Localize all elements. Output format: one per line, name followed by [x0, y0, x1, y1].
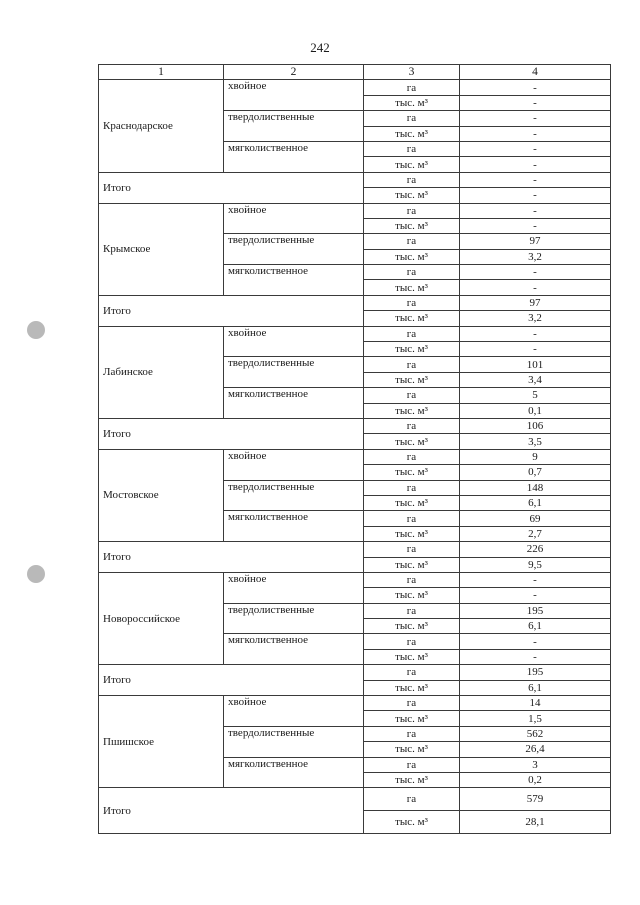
total-value-cell: 9,5 — [460, 557, 611, 572]
region-name: Краснодарское — [99, 80, 224, 172]
unit-cell: га — [364, 449, 460, 464]
unit-cell: тыс. м³ — [364, 526, 460, 541]
unit-cell: га — [364, 141, 460, 156]
unit-cell: тыс. м³ — [364, 588, 460, 603]
value-cell: 0,7 — [460, 465, 611, 480]
total-value-cell: - — [460, 188, 611, 203]
value-cell: - — [460, 326, 611, 341]
value-cell: - — [460, 572, 611, 587]
species-name: хвойное — [224, 449, 364, 480]
value-cell: - — [460, 649, 611, 664]
unit-cell: тыс. м³ — [364, 649, 460, 664]
total-value-cell: 97 — [460, 295, 611, 310]
region-name: Лабинское — [99, 326, 224, 418]
value-cell: 195 — [460, 603, 611, 618]
unit-cell: га — [364, 696, 460, 711]
value-cell: 3,4 — [460, 372, 611, 387]
species-name: мягколиственное — [224, 141, 364, 172]
forest-fund-table — [98, 64, 611, 834]
unit-cell: га — [364, 788, 460, 811]
unit-cell: тыс. м³ — [364, 249, 460, 264]
total-label: Итого — [99, 788, 364, 834]
unit-cell: га — [364, 572, 460, 587]
unit-cell: га — [364, 418, 460, 433]
table-row — [99, 449, 611, 464]
species-name: мягколиственное — [224, 265, 364, 296]
total-row — [99, 665, 611, 680]
unit-cell: тыс. м³ — [364, 95, 460, 110]
unit-cell: тыс. м³ — [364, 126, 460, 141]
species-name: твердолиственные — [224, 357, 364, 388]
value-cell: - — [460, 126, 611, 141]
value-cell: - — [460, 141, 611, 156]
total-row — [99, 542, 611, 557]
value-cell: - — [460, 342, 611, 357]
table-row — [99, 326, 611, 341]
unit-cell: тыс. м³ — [364, 372, 460, 387]
total-value-cell: 226 — [460, 542, 611, 557]
unit-cell: тыс. м³ — [364, 403, 460, 418]
unit-cell: тыс. м³ — [364, 811, 460, 834]
total-value-cell: 28,1 — [460, 811, 611, 834]
header-row — [99, 65, 611, 80]
value-cell: - — [460, 95, 611, 110]
unit-cell: тыс. м³ — [364, 680, 460, 695]
species-name: хвойное — [224, 572, 364, 603]
total-row — [99, 295, 611, 310]
unit-cell: тыс. м³ — [364, 218, 460, 233]
species-name: мягколиственное — [224, 757, 364, 788]
unit-cell: тыс. м³ — [364, 711, 460, 726]
value-cell: 69 — [460, 511, 611, 526]
unit-cell: тыс. м³ — [364, 342, 460, 357]
punch-hole-bottom — [27, 565, 45, 583]
unit-cell: га — [364, 603, 460, 618]
species-name: хвойное — [224, 80, 364, 111]
total-row — [99, 418, 611, 433]
value-cell: 3,2 — [460, 249, 611, 264]
value-cell: - — [460, 203, 611, 218]
total-value-cell: 579 — [460, 788, 611, 811]
unit-cell: га — [364, 265, 460, 280]
total-value-cell: 3,2 — [460, 311, 611, 326]
value-cell: 14 — [460, 696, 611, 711]
unit-cell: га — [364, 511, 460, 526]
unit-cell: га — [364, 203, 460, 218]
total-value-cell: 6,1 — [460, 680, 611, 695]
table-row — [99, 572, 611, 587]
unit-cell: га — [364, 172, 460, 187]
value-cell: 6,1 — [460, 495, 611, 510]
unit-cell: га — [364, 326, 460, 341]
unit-cell: га — [364, 234, 460, 249]
value-cell: - — [460, 111, 611, 126]
table-row — [99, 203, 611, 218]
total-label: Итого — [99, 295, 364, 326]
total-value-cell: - — [460, 172, 611, 187]
region-name: Крымское — [99, 203, 224, 295]
unit-cell: га — [364, 542, 460, 557]
total-row — [99, 172, 611, 187]
table-row — [99, 696, 611, 711]
table-body — [99, 65, 611, 834]
species-name: хвойное — [224, 326, 364, 357]
value-cell: 5 — [460, 388, 611, 403]
total-value-cell: 3,5 — [460, 434, 611, 449]
total-value-cell: 106 — [460, 418, 611, 433]
total-label: Итого — [99, 542, 364, 573]
value-cell: 0,2 — [460, 772, 611, 787]
species-name: твердолиственные — [224, 480, 364, 511]
header-col-2: 2 — [224, 65, 364, 80]
total-label: Итого — [99, 665, 364, 696]
value-cell: 0,1 — [460, 403, 611, 418]
punch-hole-top — [27, 321, 45, 339]
value-cell: 9 — [460, 449, 611, 464]
species-name: хвойное — [224, 696, 364, 727]
unit-cell: га — [364, 480, 460, 495]
region-name: Пшишское — [99, 696, 224, 788]
unit-cell: га — [364, 357, 460, 372]
unit-cell: га — [364, 634, 460, 649]
total-value-cell: 195 — [460, 665, 611, 680]
species-name: мягколиственное — [224, 634, 364, 665]
unit-cell: тыс. м³ — [364, 157, 460, 172]
value-cell: - — [460, 588, 611, 603]
value-cell: 97 — [460, 234, 611, 249]
value-cell: 101 — [460, 357, 611, 372]
value-cell: 26,4 — [460, 742, 611, 757]
species-name: хвойное — [224, 203, 364, 234]
table-row — [99, 80, 611, 95]
species-name: мягколиственное — [224, 388, 364, 419]
unit-cell: тыс. м³ — [364, 434, 460, 449]
unit-cell: га — [364, 388, 460, 403]
value-cell: 2,7 — [460, 526, 611, 541]
unit-cell: га — [364, 726, 460, 741]
value-cell: - — [460, 265, 611, 280]
species-name: мягколиственное — [224, 511, 364, 542]
unit-cell: тыс. м³ — [364, 495, 460, 510]
species-name: твердолиственные — [224, 726, 364, 757]
unit-cell: га — [364, 665, 460, 680]
value-cell: 3 — [460, 757, 611, 772]
unit-cell: тыс. м³ — [364, 742, 460, 757]
page-number: 242 — [310, 40, 330, 55]
header-col-4: 4 — [460, 65, 611, 80]
unit-cell: тыс. м³ — [364, 188, 460, 203]
unit-cell: тыс. м³ — [364, 311, 460, 326]
total-label: Итого — [99, 172, 364, 203]
species-name: твердолиственные — [224, 603, 364, 634]
value-cell: - — [460, 280, 611, 295]
unit-cell: га — [364, 295, 460, 310]
value-cell: - — [460, 80, 611, 95]
unit-cell: тыс. м³ — [364, 465, 460, 480]
unit-cell: тыс. м³ — [364, 619, 460, 634]
unit-cell: га — [364, 80, 460, 95]
header-col-3: 3 — [364, 65, 460, 80]
value-cell: 562 — [460, 726, 611, 741]
unit-cell: тыс. м³ — [364, 772, 460, 787]
unit-cell: тыс. м³ — [364, 280, 460, 295]
unit-cell: га — [364, 757, 460, 772]
value-cell: 148 — [460, 480, 611, 495]
value-cell: - — [460, 634, 611, 649]
species-name: твердолиственные — [224, 234, 364, 265]
total-label: Итого — [99, 418, 364, 449]
header-col-1: 1 — [99, 65, 224, 80]
value-cell: 1,5 — [460, 711, 611, 726]
unit-cell: га — [364, 111, 460, 126]
value-cell: - — [460, 218, 611, 233]
value-cell: - — [460, 157, 611, 172]
region-name: Мостовское — [99, 449, 224, 541]
species-name: твердолиственные — [224, 111, 364, 142]
value-cell: 6,1 — [460, 619, 611, 634]
region-name: Новороссийское — [99, 572, 224, 664]
total-row — [99, 788, 611, 811]
unit-cell: тыс. м³ — [364, 557, 460, 572]
